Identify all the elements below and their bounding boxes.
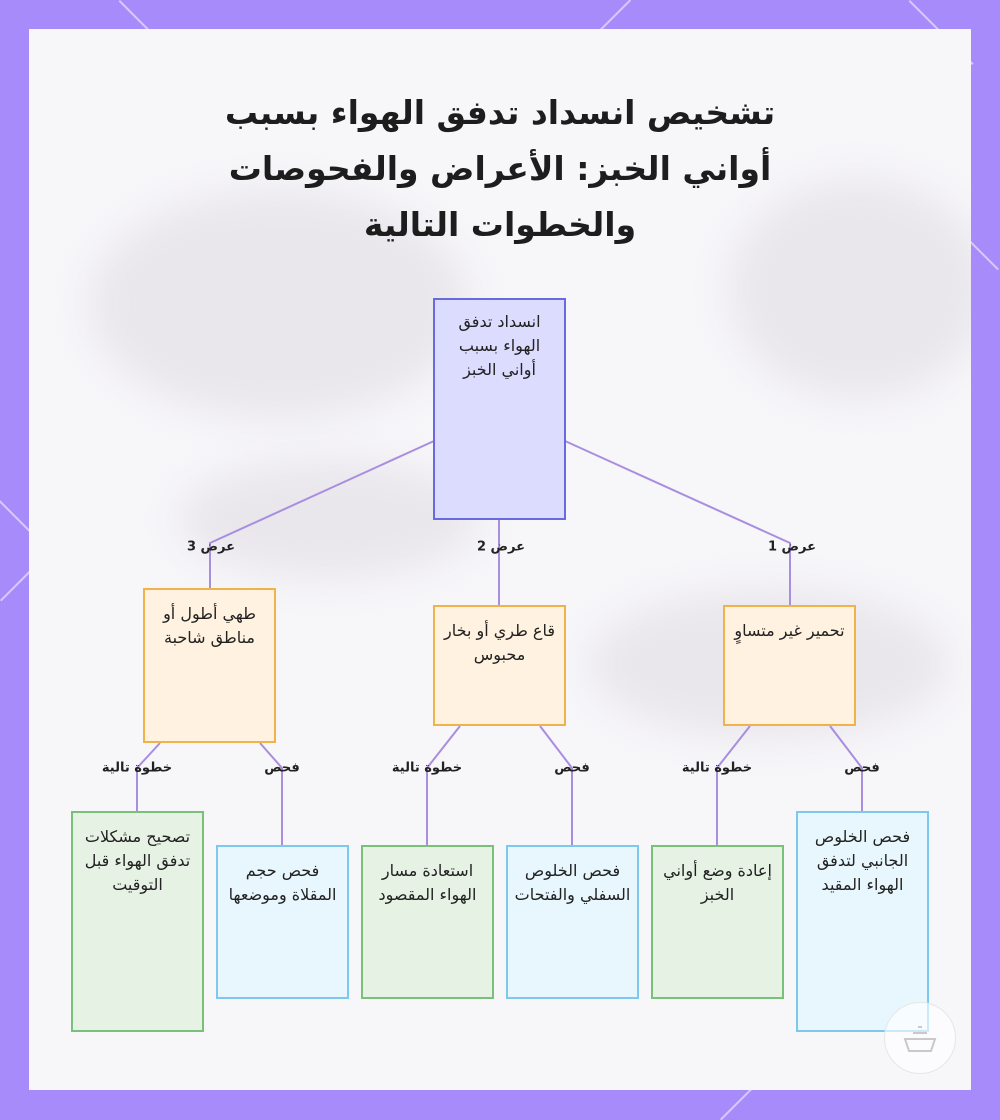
root-node: [433, 298, 566, 520]
next-step-node-1: [651, 845, 784, 999]
next-step-label: استعادة مسار الهواء المقصود: [378, 861, 477, 904]
edge-s2-next: [427, 726, 460, 845]
next-step-label: تصحيح مشكلات تدفق الهواء قبل التوقيت: [84, 827, 191, 894]
edge-label-next-2: خطوة تالية: [391, 760, 463, 776]
root-label: انسداد تدفق الهواء بسبب أواني الخبز: [458, 312, 541, 379]
check-node-1: [796, 811, 929, 1032]
edge-label-symptom1: عرض 1: [767, 539, 817, 555]
edge-root-symptom1: [565, 441, 790, 605]
symptom-node-1: [723, 605, 856, 726]
check-label: فحص الخلوص السفلي والفتحات: [514, 861, 631, 904]
next-step-node-2: [361, 845, 494, 999]
edge-s2-check: [540, 726, 572, 845]
edge-s1-next: [717, 726, 750, 845]
edge-s3-check: [260, 743, 282, 845]
check-node-2: [506, 845, 639, 999]
edge-label-check-1: فحص: [844, 760, 880, 776]
symptom-label: طهي أطول أو مناطق شاحبة: [163, 604, 256, 647]
edge-label-symptom2: عرض 2: [476, 539, 526, 555]
edge-label-next-1: خطوة تالية: [681, 760, 753, 776]
check-label: فحص الخلوص الجانبي لتدفق الهواء المقيد: [814, 827, 911, 894]
next-step-node-3: [71, 811, 204, 1032]
symptom-node-3: [143, 588, 276, 743]
next-step-label: إعادة وضع أواني الخبز: [663, 861, 772, 904]
check-label: فحص حجم المقلاة وموضعها: [228, 861, 337, 904]
watermark-logo: [884, 1002, 956, 1074]
symptom-label: قاع طري أو بخار محبوس: [444, 621, 555, 664]
pan-icon: [885, 1003, 955, 1073]
edge-root-symptom3: [210, 441, 434, 588]
edge-s3-next: [137, 743, 160, 811]
edge-label-check-2: فحص: [554, 760, 590, 776]
symptom-label: تحمير غير متساوٍ: [734, 621, 845, 640]
edge-label-check-3: فحص: [264, 760, 300, 776]
check-node-3: [216, 845, 349, 999]
edge-label-symptom3: عرض 3: [186, 539, 236, 555]
diagram-title: تشخيص انسداد تدفق الهواء بسبب أواني الخبز: الأعراض والفحوصات والخطوات التالية: [224, 93, 776, 244]
edge-label-next-3: خطوة تالية: [101, 760, 173, 776]
symptom-node-2: [433, 605, 566, 726]
